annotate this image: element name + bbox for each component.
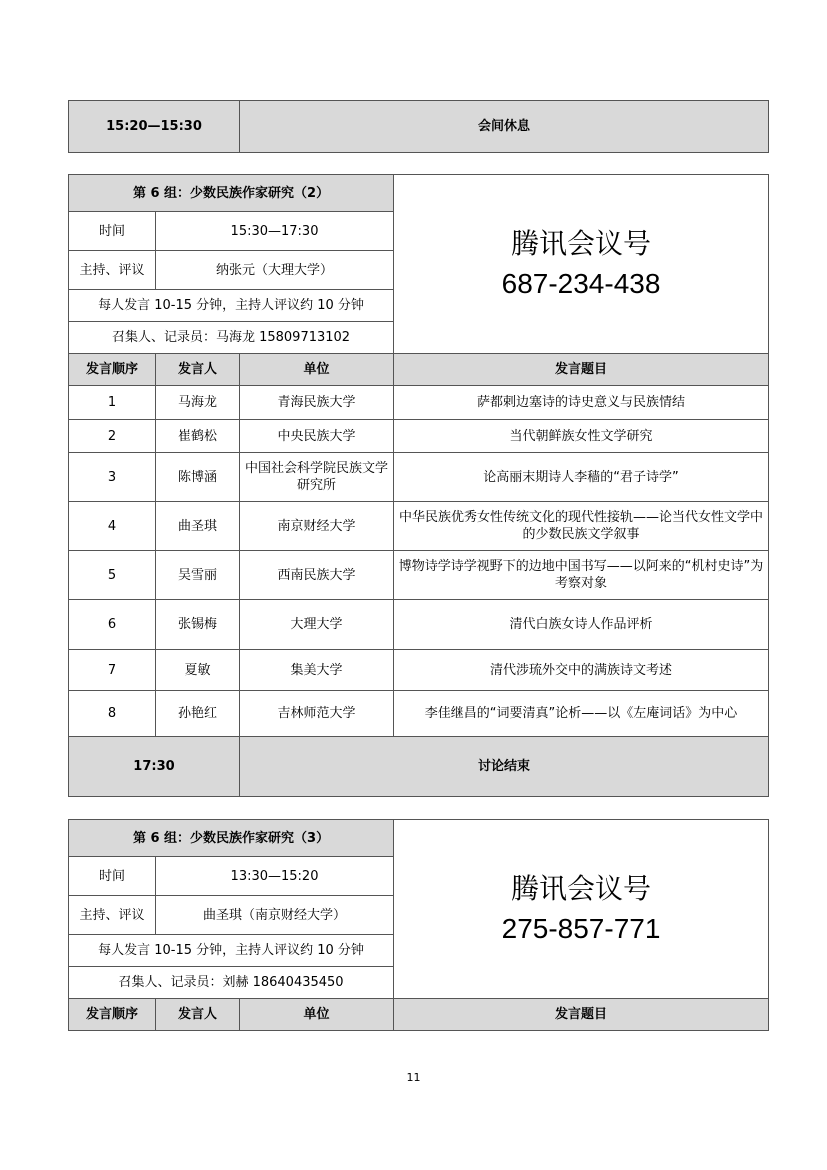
group2-meeting-info — [394, 175, 769, 354]
row-unit: 青海民族大学 — [240, 386, 394, 420]
group2-time-value: 15:30—17:30 — [156, 212, 394, 251]
group3-header-topic: 发言题目 — [394, 999, 769, 1031]
row-speaker: 陈博涵 — [156, 453, 240, 502]
row-topic: 论高丽末期诗人李穑的“君子诗学” — [394, 453, 769, 502]
group2-end-time: 17:30 — [69, 737, 240, 797]
row-speaker: 崔鹤松 — [156, 420, 240, 453]
row-order: 7 — [69, 650, 156, 691]
group3-convener: 召集人、记录员：刘赫 18640435450 — [69, 967, 394, 999]
row-order: 6 — [69, 600, 156, 650]
row-unit: 中央民族大学 — [240, 420, 394, 453]
row-unit: 吉林师范大学 — [240, 691, 394, 737]
row-order: 3 — [69, 453, 156, 502]
row-topic: 博物诗学诗学视野下的边地中国书写——以阿来的“机村史诗”为考察对象 — [394, 551, 769, 600]
group3-host-value: 曲圣琪（南京财经大学） — [156, 896, 394, 935]
table-row — [69, 453, 769, 502]
group3-title: 第 6 组：少数民族作家研究（3） — [69, 820, 394, 857]
row-speaker: 吴雪丽 — [156, 551, 240, 600]
group2-end-label: 讨论结束 — [240, 737, 769, 797]
group2-host-label: 主持、评议 — [69, 251, 156, 290]
group3-time-label: 时间 — [69, 857, 156, 896]
table-row — [69, 502, 769, 551]
row-speaker: 张锡梅 — [156, 600, 240, 650]
table-row — [69, 691, 769, 737]
group2-meeting-title: 腾讯会议号 — [511, 227, 652, 260]
group2-time-label: 时间 — [69, 212, 156, 251]
break-table — [68, 100, 769, 153]
row-order: 2 — [69, 420, 156, 453]
row-order: 8 — [69, 691, 156, 737]
row-speaker: 夏敏 — [156, 650, 240, 691]
group2-header-unit: 单位 — [240, 354, 394, 386]
row-topic: 萨都剌边塞诗的诗史意义与民族情结 — [394, 386, 769, 420]
group2-header-order: 发言顺序 — [69, 354, 156, 386]
group3-header-speaker: 发言人 — [156, 999, 240, 1031]
row-order: 1 — [69, 386, 156, 420]
group2-title: 第 6 组：少数民族作家研究（2） — [69, 175, 394, 212]
group3-host-label: 主持、评议 — [69, 896, 156, 935]
table-row — [69, 600, 769, 650]
group2-host-value: 纳张元（大理大学） — [156, 251, 394, 290]
group3-table — [68, 819, 769, 1031]
row-order: 5 — [69, 551, 156, 600]
table-row — [69, 551, 769, 600]
group2-header-speaker: 发言人 — [156, 354, 240, 386]
group3-header-order: 发言顺序 — [69, 999, 156, 1031]
group3-meeting-info — [394, 820, 769, 999]
row-topic: 清代涉琉外交中的满族诗文考述 — [394, 650, 769, 691]
group2-meeting-number: 687-234-438 — [501, 268, 661, 299]
table-row — [69, 386, 769, 420]
row-unit: 西南民族大学 — [240, 551, 394, 600]
row-speaker: 曲圣琪 — [156, 502, 240, 551]
row-unit: 大理大学 — [240, 600, 394, 650]
group3-header-unit: 单位 — [240, 999, 394, 1031]
group2-header-topic: 发言题目 — [394, 354, 769, 386]
row-topic: 当代朝鲜族女性文学研究 — [394, 420, 769, 453]
row-topic: 李佳继昌的“词要清真”论析——以《左庵词话》为中心 — [394, 691, 769, 737]
group2-convener: 召集人、记录员：马海龙 15809713102 — [69, 322, 394, 354]
group3-rule: 每人发言 10-15 分钟，主持人评议约 10 分钟 — [69, 935, 394, 967]
break-time: 15:20—15:30 — [69, 101, 240, 153]
row-unit: 南京财经大学 — [240, 502, 394, 551]
row-unit: 集美大学 — [240, 650, 394, 691]
group3-time-value: 13:30—15:20 — [156, 857, 394, 896]
group2-table — [68, 174, 769, 797]
row-order: 4 — [69, 502, 156, 551]
row-speaker: 马海龙 — [156, 386, 240, 420]
table-row — [69, 650, 769, 691]
group3-meeting-title: 腾讯会议号 — [511, 872, 652, 905]
page-number: 11 — [406, 1071, 421, 1084]
row-topic: 中华民族优秀女性传统文化的现代性接轨——论当代女性文学中的少数民族文学叙事 — [394, 502, 769, 551]
row-speaker: 孙艳红 — [156, 691, 240, 737]
group3-meeting-number: 275-857-771 — [501, 913, 661, 944]
break-label: 会间休息 — [240, 101, 769, 153]
row-topic: 清代白族女诗人作品评析 — [394, 600, 769, 650]
row-unit: 中国社会科学院民族文学研究所 — [240, 453, 394, 502]
group2-rule: 每人发言 10-15 分钟，主持人评议约 10 分钟 — [69, 290, 394, 322]
table-row — [69, 420, 769, 453]
